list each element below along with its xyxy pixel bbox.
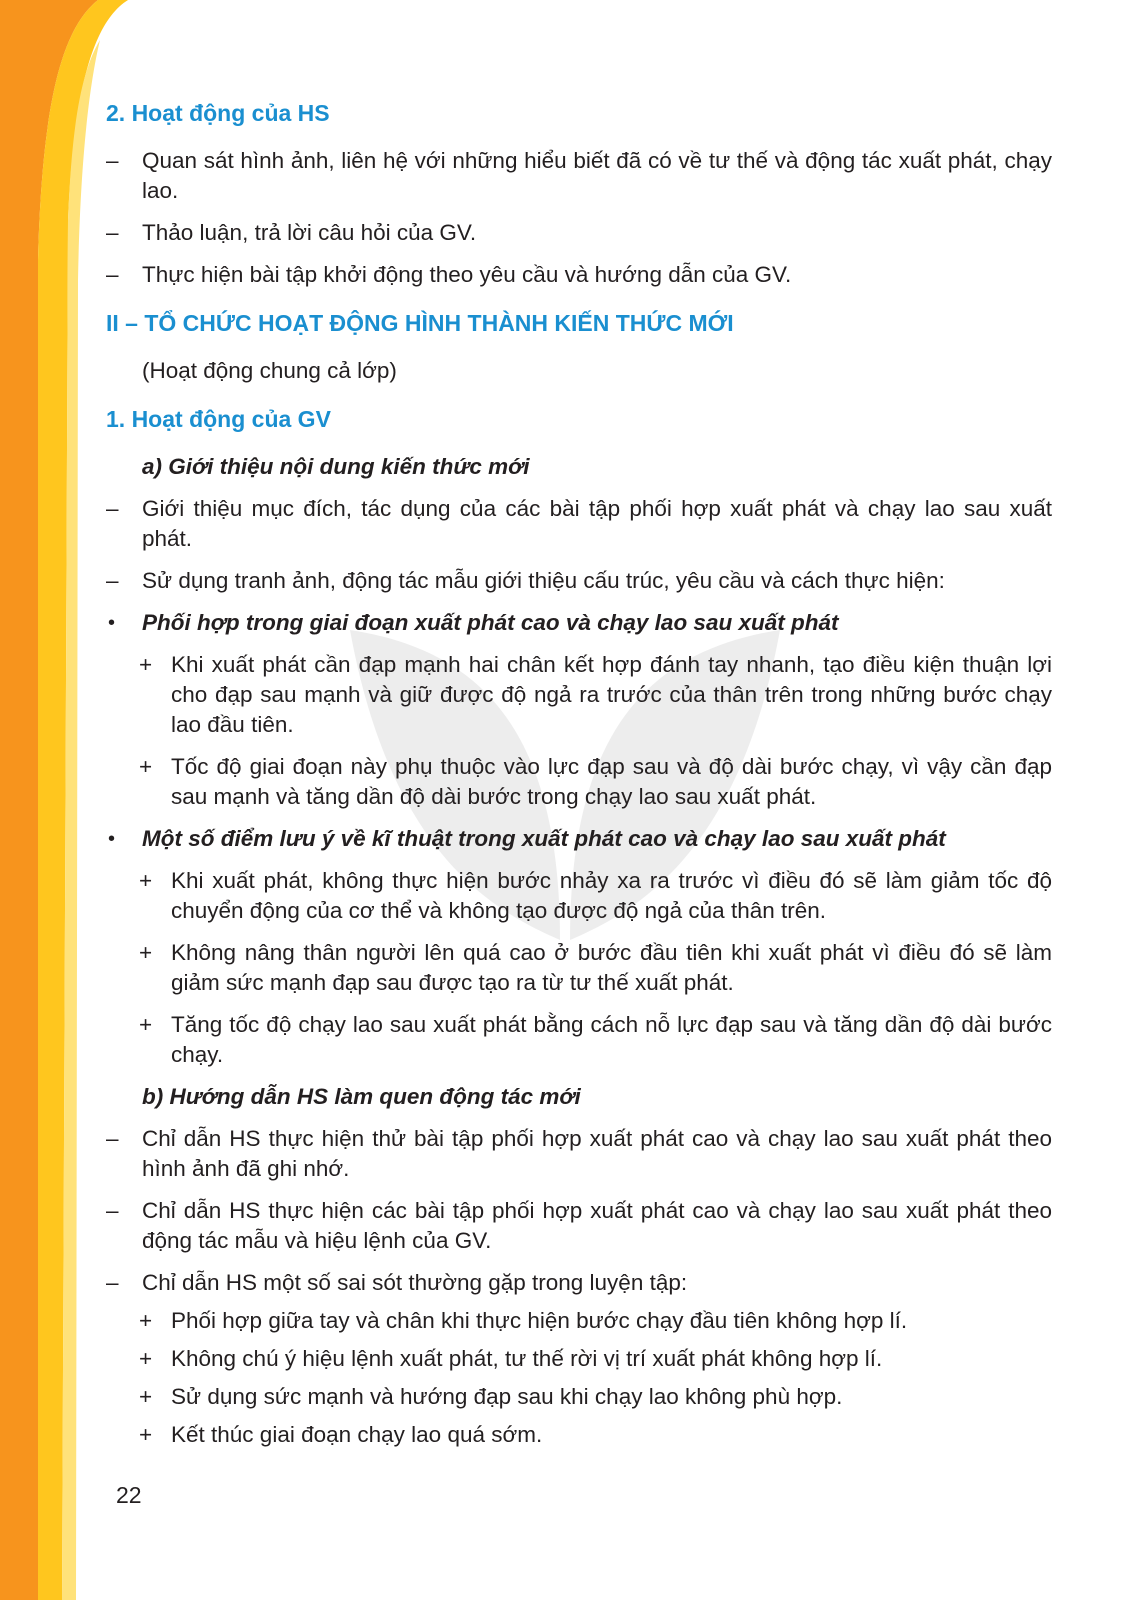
activity-note: (Hoạt động chung cả lớp) xyxy=(142,358,397,383)
bullet-heading: • Phối hợp trong giai đoạn xuất phát cao và chạy lao sau xuất phát xyxy=(106,608,1052,638)
list-item: – Thảo luận, trả lời câu hỏi của GV. xyxy=(106,218,1052,248)
list-item: – Thực hiện bài tập khởi động theo yêu cầu và hướng dẫn của GV. xyxy=(106,260,1052,290)
list-item: – Giới thiệu mục đích, tác dụng của các bài tập phối hợp xuất phát và chạy lao sau xuất phát. xyxy=(106,496,1052,551)
list-item: – Chỉ dẫn HS thực hiện các bài tập phối hợp xuất phát cao và chạy lao sau xuất phát theo động tác mẫu và hiệu lệnh của GV. xyxy=(106,1198,1052,1253)
dash-marker: – xyxy=(106,220,119,245)
gv-activity-heading: 1. Hoạt động của GV xyxy=(106,406,331,432)
plus-item: + Tốc độ giai đoạn này phụ thuộc vào lực đạp sau và độ dài bước chạy, vì vậy cần đạp sau mạnh và tăng dần độ dài bước trong chạy lao sau xuất phát. xyxy=(139,754,1052,809)
dash-marker: – xyxy=(106,148,119,173)
section-heading: II – TỔ CHỨC HOẠT ĐỘNG HÌNH THÀNH KIẾN THỨC MỚI xyxy=(106,310,734,336)
plus-marker: + xyxy=(139,754,153,779)
plus-item: + Khi xuất phát cần đạp mạnh hai chân kết hợp đánh tay nhanh, tạo điều kiện thuận lợi cho đạp sau mạnh và giữ được độ ngả ra trước của thân trên trong những bước chạy lao đầu tiên. xyxy=(139,652,1052,737)
dash-marker: – xyxy=(106,1126,119,1151)
subsection-b-title: b) Hướng dẫn HS làm quen động tác mới xyxy=(142,1084,581,1109)
page-number: 22 xyxy=(116,1482,142,1508)
plus-item: + Tăng tốc độ chạy lao sau xuất phát bằng cách nỗ lực đạp sau và tăng dần độ dài bước chạy. xyxy=(139,1012,1052,1067)
list-item: – Sử dụng tranh ảnh, động tác mẫu giới thiệu cấu trúc, yêu cầu và cách thực hiện: xyxy=(106,566,1052,596)
plus-item: + Khi xuất phát, không thực hiện bước nhảy xa ra trước vì điều đó sẽ làm giảm tốc độ chuyển động của cơ thể và không tạo được độ ngả của thân trên. xyxy=(139,868,1052,923)
list-item: – Chỉ dẫn HS thực hiện thử bài tập phối hợp xuất phát cao và chạy lao sau xuất phát theo hình ảnh đã ghi nhớ. xyxy=(106,1126,1052,1181)
bullet-marker: • xyxy=(108,828,116,850)
dash-marker: – xyxy=(106,1198,119,1223)
plus-marker: + xyxy=(139,652,153,677)
plus-marker: + xyxy=(139,1308,153,1333)
dash-marker: – xyxy=(106,262,119,287)
plus-marker: + xyxy=(139,940,153,965)
bullet-marker: • xyxy=(108,612,116,634)
bullet-heading: • Một số điểm lưu ý về kĩ thuật trong xuất phát cao và chạy lao sau xuất phát xyxy=(106,824,1052,854)
plus-item: + Không chú ý hiệu lệnh xuất phát, tư thế rời vị trí xuất phát không hợp lí. xyxy=(106,1344,1052,1374)
plus-item: + Phối hợp giữa tay và chân khi thực hiện bước chạy đầu tiên không hợp lí. xyxy=(106,1306,1052,1336)
dash-marker: – xyxy=(106,568,119,593)
dash-marker: – xyxy=(106,1270,119,1295)
subsection-a-title: a) Giới thiệu nội dung kiến thức mới xyxy=(142,454,530,479)
list-item: – Chỉ dẫn HS một số sai sót thường gặp trong luyện tập: xyxy=(106,1268,1052,1298)
hs-activity-heading: 2. Hoạt động của HS xyxy=(106,100,330,126)
plus-marker: + xyxy=(139,1422,153,1447)
list-item: – Quan sát hình ảnh, liên hệ với những hiểu biết đã có về tư thế và động tác xuất phát, chạy lao. xyxy=(106,148,1052,203)
plus-marker: + xyxy=(139,1384,153,1409)
plus-marker: + xyxy=(139,1346,153,1371)
plus-marker: + xyxy=(139,868,153,893)
dash-marker: – xyxy=(106,496,119,521)
plus-marker: + xyxy=(139,1012,153,1037)
plus-item: + Kết thúc giai đoạn chạy lao quá sớm. xyxy=(106,1420,1052,1450)
plus-item: + Sử dụng sức mạnh và hướng đạp sau khi chạy lao không phù hợp. xyxy=(106,1382,1052,1412)
plus-item: + Không nâng thân người lên quá cao ở bước đầu tiên khi xuất phát vì điều đó sẽ làm giảm sức mạnh đạp sau được tạo ra từ tư thế xuất phát. xyxy=(139,940,1052,995)
page-content xyxy=(106,98,1052,1458)
